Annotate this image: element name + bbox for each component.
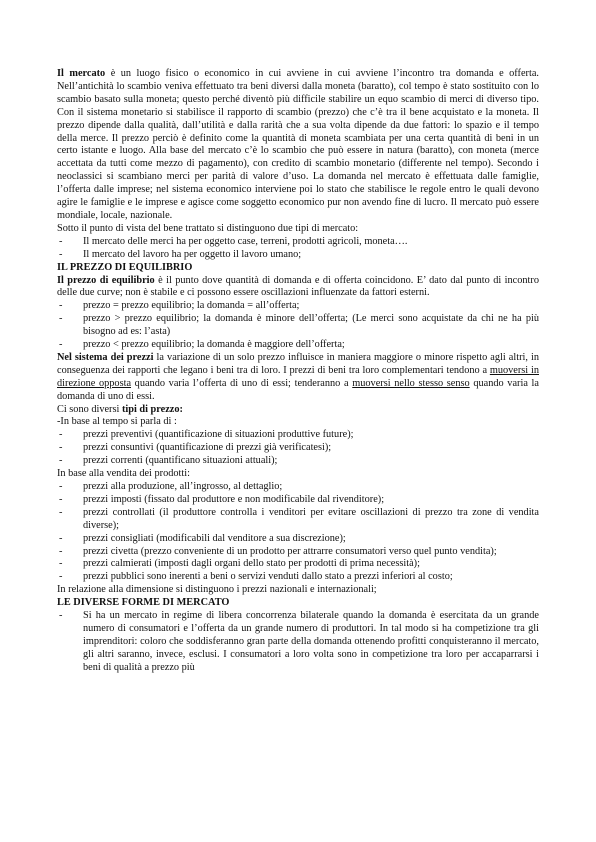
list-item — [57, 610, 539, 675]
sistema-text-1: la variazione di un solo prezzo influisce in maniera maggiore o minore rispetto agli altri, in conseguenza dei rapporti che legano i beni tra di loro. I prezzi di beni tra loro complementari tendono a — [57, 351, 540, 376]
list-item-text: Si ha un mercato in regime di libera concorrenza bilaterale quando la domanda è esercitata da un grande numero di consumatori e l’offerta da un grande numero di produttori. In tal modo si ha competizione tra gli imprenditori: coloro che soddisferanno gran parte della domanda ottenendo profitti conquisteranno il mercato, gli altri saranno, invece, esclusi. I consumatori a loro volta sono in competizione tra loro per accaparrarsi i beni di qualità a prezzo più — [83, 610, 539, 673]
list-item — [57, 571, 539, 584]
list-item-text: prezzi consigliati (modificabili dal venditore a sua discrezione); — [83, 532, 346, 544]
dash-bullet: - — [59, 300, 63, 312]
list-item — [57, 339, 539, 352]
dash-bullet: - — [59, 493, 63, 505]
heading-forme-mercato: LE DIVERSE FORME DI MERCATO — [57, 597, 230, 609]
list-item — [57, 429, 539, 442]
list-item-text: prezzi calmierati (imposti dagli organi dello stato per prodotti di prima necessità); — [83, 558, 420, 570]
list-item-text: Il mercato delle merci ha per oggetto case, terreni, prodotti agricoli, moneta…. — [83, 235, 408, 247]
list-item — [57, 442, 539, 455]
paragraph-base-tempo: -In base al tempo si parla di : — [57, 416, 177, 428]
dash-bullet: - — [59, 571, 63, 583]
list-item — [57, 313, 539, 339]
list-item-text: prezzi imposti (fissato dal produttore e non modificabile dal rivenditore); — [83, 493, 385, 505]
term-tipi-prezzo: tipi di prezzo: — [121, 403, 183, 415]
tipi-text: Ci sono diversi — [57, 403, 122, 415]
paragraph-dimensione: In relazione alla dimensione si distinguono i prezzi nazionali e internazionali; — [57, 584, 377, 596]
list-item-text: prezzi preventivi (quantificazione di situazioni produttive future); — [83, 429, 354, 441]
list-item-text: prezzo < prezzo equilibrio; la domanda è maggiore dell’offerta; — [83, 339, 345, 351]
list-item — [57, 249, 539, 262]
paragraph-sistema-prezzi — [57, 352, 539, 404]
list-equilibrio — [57, 300, 539, 352]
sistema-text-2: quando varia l’offerta di uno di essi; tenderanno a — [131, 377, 353, 389]
list-item-text: prezzo > prezzo equilibrio; la domanda è minore dell’offerta; (Le merci sono acquistate da chi ne ha più bisogno ad es: l’asta) — [83, 313, 539, 338]
dash-bullet: - — [59, 545, 63, 557]
list-item — [57, 558, 539, 571]
list-forme — [57, 610, 539, 675]
list-item-text: prezzi alla produzione, all’ingrosso, al dettaglio; — [83, 481, 283, 492]
list-item — [57, 455, 539, 468]
list-item-text: Il mercato del lavoro ha per oggetto il lavoro umano; — [83, 248, 302, 260]
dash-bullet: - — [59, 442, 63, 454]
dash-bullet: - — [59, 532, 63, 544]
list-item-text: prezzi civetta (prezzo conveniente di un prodotto per attrarre consumatori verso quel punto vendita); — [83, 545, 497, 557]
dash-bullet: - — [59, 235, 63, 247]
list-item — [57, 507, 539, 533]
list-tempo — [57, 429, 539, 468]
dash-bullet: - — [59, 481, 63, 492]
list-item — [57, 533, 539, 546]
list-item-text: prezzi correnti (quantificano situazioni attuali); — [83, 455, 278, 467]
list-item-text: prezzi pubblici sono inerenti a beni o servizi venduti dallo stato a prezzi inferiori al costo; — [83, 571, 453, 583]
paragraph-equilibrio — [57, 275, 539, 301]
sistema-text-3: quando varia la domanda di uno di essi. — [57, 377, 539, 402]
list-mercato — [57, 236, 539, 262]
paragraph-mercato — [57, 68, 539, 223]
heading-prezzo-equilibrio: IL PREZZO DI EQUILIBRIO — [57, 261, 193, 273]
paragraph-equilibrio-text: è il punto dove quantità di domanda e di offerta coincidono. E’ dato dal punto di incontro delle due curve; non è stabile e ci possono essere oscillazioni influenzate da fattori esterni. — [57, 274, 539, 299]
list-item-text: prezzi consuntivi (quantificazione di prezzi già verificatesi); — [83, 442, 332, 454]
list-item-text: prezzi controllati (il produttore controlla i venditori per evitare oscillazioni di prezzo tra zone di vendita diverse); — [83, 506, 539, 531]
underlined-direzione-opposta: muoversi in direzione opposta — [57, 364, 539, 389]
list-item — [57, 236, 539, 249]
dash-bullet: - — [59, 339, 63, 351]
term-sistema-prezzi: Nel sistema dei prezzi — [57, 351, 154, 363]
paragraph-mercato-text: è un luogo fisico o economico in cui avviene in cui avviene l’incontro tra domanda e offerta. Nell’antichità lo scambio veniva effettuato tra beni diversi dalla moneta (baratto), col tempo è stato sostituito con lo scambio basato sulla moneta; questo perché diventò più difficile stabilire un equo scambio di merci di diverso tipo. Con il sistema monetario si stabilisce il rapporto di scambio (prezzo) che c’è tra il bene acquistato e la moneta. Il prezzo dipende dalla qualità, dall’utilità e dalla rarità che a sua volta dipende da due fattori: lo spazio e il tempo della merce. Il prezzo perciò è definito come la quantità di moneta scambiata per una certa quantità di beni in un certo istante e luogo. Alla base del mercato c’è lo scambio che può essere in natura (baratto), con moneta (merce accettata da tutti come mezzo di pagamento), con credito di scambio monetario (differente nel tempo). Secondo i neoclassici si scambiano merci per parità di valore d’uso. La domanda nel mercato è effettuata dalle famiglie, l’offerta dalle imprese; nel sistema economico interviene poi lo stato che stabilisce le regole entro le quali devono agire le famiglie e le imprese e agisce come soggetto economico pur non avendo fine di lucro. Il mercato può essere mondiale, locale, nazionale. — [57, 68, 539, 221]
dash-bullet: - — [59, 610, 63, 622]
dash-bullet: - — [59, 313, 63, 325]
dash-bullet: - — [59, 429, 63, 441]
list-item — [57, 546, 539, 559]
list-item — [57, 300, 539, 313]
dash-bullet: - — [59, 455, 63, 467]
list-item — [57, 481, 539, 494]
dash-bullet: - — [59, 558, 63, 570]
list-vendita — [57, 481, 539, 584]
term-prezzo-equilibrio: Il prezzo di equilibrio — [57, 274, 155, 286]
list-item-text: prezzo = prezzo equilibrio; la domanda = all’offerta; — [83, 300, 300, 312]
term-mercato: Il mercato — [57, 68, 106, 79]
dash-bullet: - — [59, 506, 63, 518]
paragraph-base-vendita: In base alla vendita dei prodotti: — [57, 468, 190, 480]
dash-bullet: - — [59, 248, 63, 260]
underlined-stesso-senso: muoversi nello stesso senso — [352, 377, 470, 389]
paragraph-punto-vista: Sotto il punto di vista del bene trattato si distinguono due tipi di mercato: — [57, 222, 359, 234]
paragraph-tipi-prezzo — [57, 404, 539, 417]
list-item — [57, 494, 539, 507]
